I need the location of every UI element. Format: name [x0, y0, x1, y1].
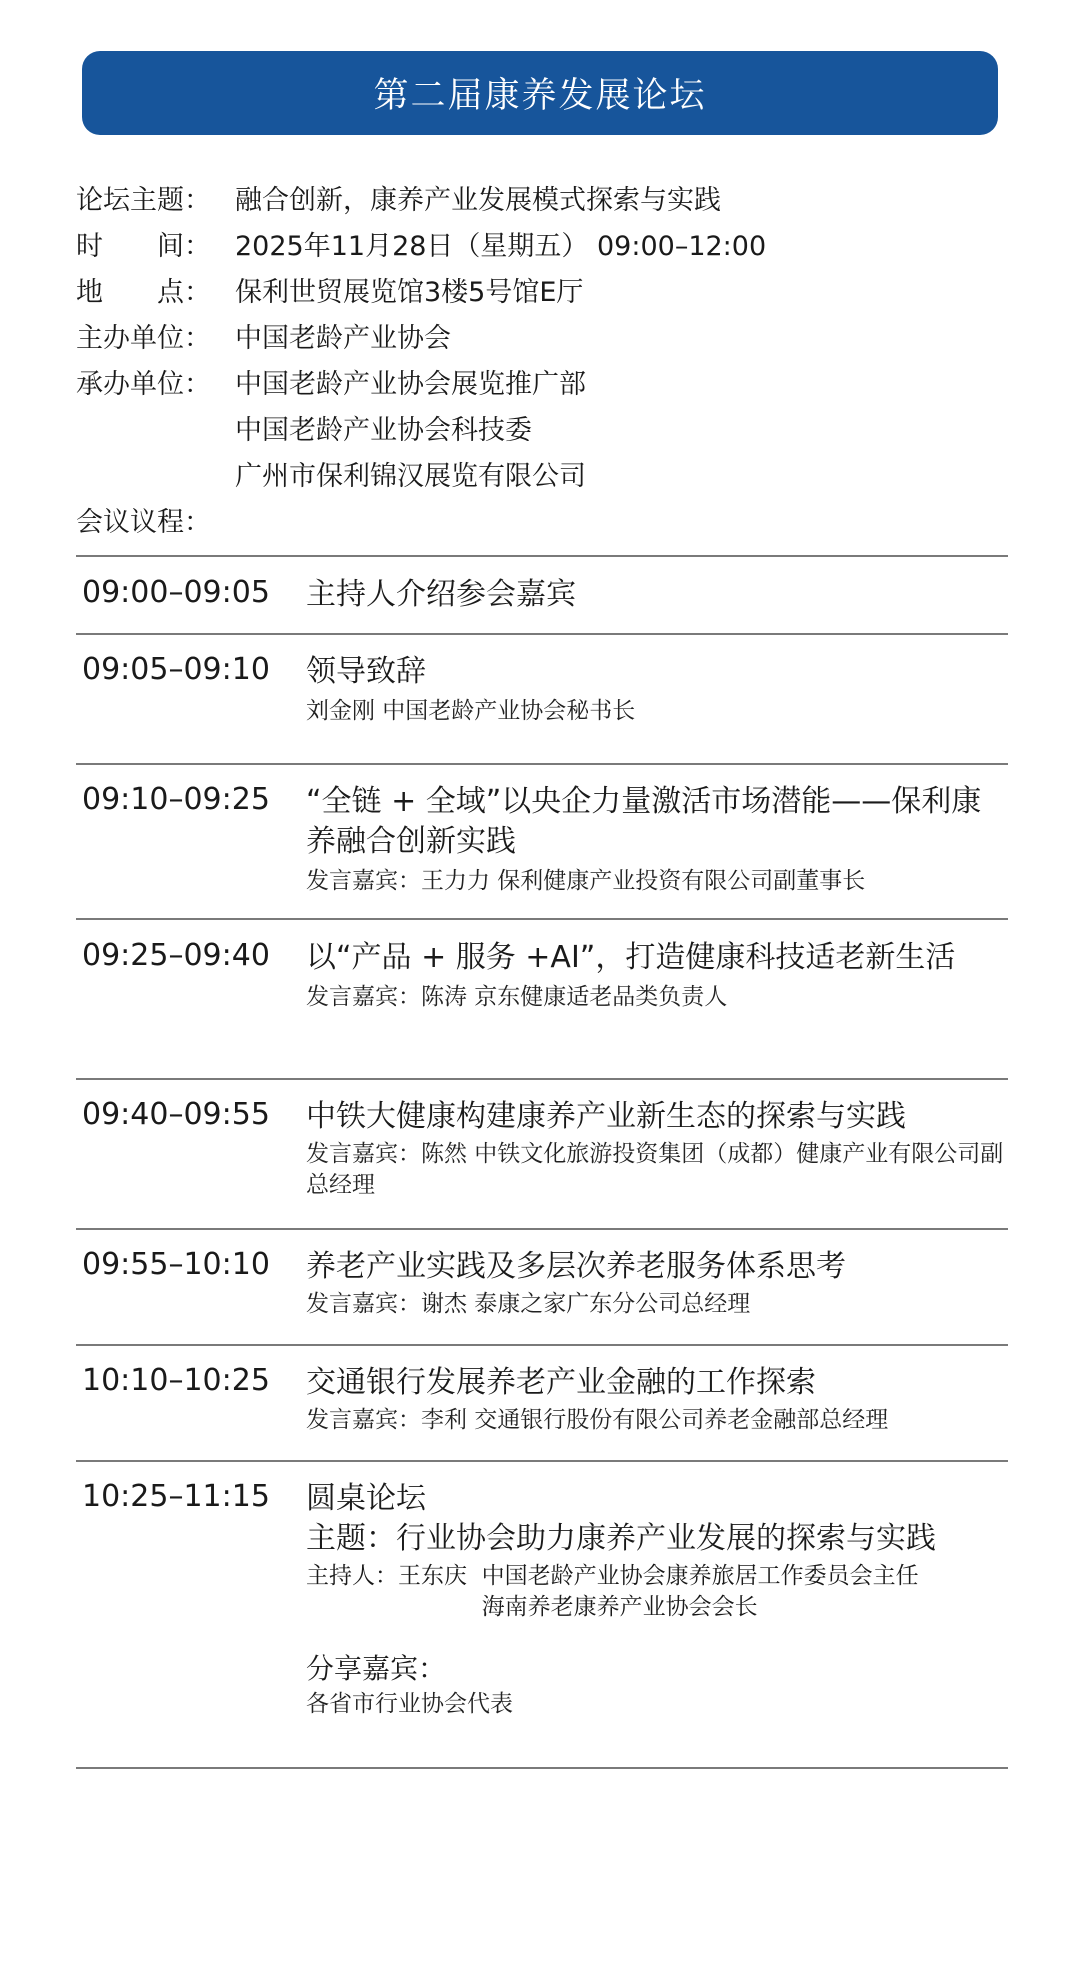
host-title-line: 中国老龄产业协会康养旅居工作委员会主任 — [481, 1563, 919, 1589]
agenda-title: “全链 + 全域”以央企力量激活市场潜能——保利康养融合创新实践 — [306, 784, 982, 859]
agenda-time: 09:10–09:25 — [82, 782, 270, 817]
info-label: 论坛主题： — [76, 185, 211, 216]
agenda-speaker: 发言嘉宾：李利 交通银行股份有限公司养老金融部总经理 — [306, 1407, 889, 1433]
agenda-content — [306, 782, 1008, 918]
agenda-content — [306, 1097, 1008, 1228]
agenda-speaker: 发言嘉宾：陈涛 京东健康适老品类负责人 — [306, 984, 728, 1010]
roundtable-host — [306, 1561, 1006, 1623]
agenda-item — [76, 920, 1008, 1080]
info-value: 中国老龄产业协会展览推广部 — [235, 369, 586, 400]
info-row-time — [76, 224, 1006, 270]
forum-info — [76, 178, 1006, 546]
info-label: 地 点： — [76, 277, 211, 308]
agenda-content — [306, 1363, 1008, 1460]
agenda-content — [306, 1247, 1008, 1344]
info-row-venue — [76, 270, 1006, 316]
info-row-organizer-2 — [76, 408, 1006, 454]
agenda-time: 09:55–10:10 — [82, 1247, 270, 1282]
info-label: 时 间： — [76, 231, 211, 262]
agenda-speaker: 刘金刚 中国老龄产业协会秘书长 — [306, 698, 636, 724]
agenda-time: 10:25–11:15 — [82, 1479, 270, 1514]
agenda-title: 养老产业实践及多层次养老服务体系思考 — [306, 1249, 846, 1284]
agenda-title: 交通银行发展养老产业金融的工作探索 — [306, 1365, 816, 1400]
info-row-theme — [76, 178, 1006, 224]
info-row-organizer-3 — [76, 454, 1006, 500]
info-value: 保利世贸展览馆3楼5号馆E厅 — [235, 277, 584, 308]
agenda-speaker: 发言嘉宾：王力力 保利健康产业投资有限公司副董事长 — [306, 868, 866, 894]
agenda-content — [306, 938, 1008, 1078]
agenda-title: 以“产品 + 服务 +AI”，打造健康科技适老新生活 — [306, 940, 956, 975]
share-guests: 各省市行业协会代表 — [306, 1691, 513, 1717]
forum-title: 第二届康养发展论坛 — [373, 76, 707, 116]
share-guests-heading: 分享嘉宾： — [306, 1652, 447, 1685]
agenda-speaker: 发言嘉宾：陈然 中铁文化旅游投资集团（成都）健康产业有限公司副总经理 — [306, 1141, 1004, 1198]
agenda-item — [76, 765, 1008, 920]
agenda-item — [76, 635, 1008, 765]
info-value: 广州市保利锦汉展览有限公司 — [235, 461, 586, 492]
forum-title-banner — [82, 51, 998, 135]
agenda-item — [76, 1346, 1008, 1462]
agenda-title: 主持人介绍参会嘉宾 — [306, 577, 576, 612]
agenda-list — [76, 555, 1008, 1769]
info-value: 融合创新，康养产业发展模式探索与实践 — [235, 185, 721, 216]
info-row-host — [76, 316, 1006, 362]
roundtable-theme: 主题：行业协会助力康养产业发展的探索与实践 — [306, 1521, 936, 1556]
agenda-item — [76, 557, 1008, 635]
agenda-speaker: 发言嘉宾：谢杰 泰康之家广东分公司总经理 — [306, 1291, 751, 1317]
agenda-time: 09:25–09:40 — [82, 938, 270, 973]
info-label: 会议议程： — [76, 507, 211, 538]
agenda-title: 领导致辞 — [306, 654, 426, 689]
info-row-organizer — [76, 362, 1006, 408]
info-label: 主办单位： — [76, 323, 211, 354]
agenda-title: 圆桌论坛 — [306, 1481, 426, 1516]
host-titles — [482, 1561, 919, 1623]
agenda-content — [306, 575, 1008, 633]
agenda-item — [76, 1080, 1008, 1230]
host-title-line: 海南养老康养产业协会会长 — [481, 1594, 758, 1620]
agenda-content — [306, 652, 1008, 763]
agenda-time: 09:05–09:10 — [82, 652, 270, 687]
info-value: 中国老龄产业协会科技委 — [235, 415, 532, 446]
agenda-item-roundtable — [76, 1462, 1008, 1769]
info-value: 2025年11月28日（星期五） 09:00–12:00 — [235, 231, 767, 262]
host-label: 主持人：王东庆 — [306, 1563, 482, 1589]
agenda-content — [306, 1479, 1008, 1767]
agenda-item — [76, 1230, 1008, 1346]
agenda-time: 10:10–10:25 — [82, 1363, 270, 1398]
agenda-title: 中铁大健康构建康养产业新生态的探索与实践 — [306, 1099, 906, 1134]
agenda-time: 09:40–09:55 — [82, 1097, 270, 1132]
info-row-agenda-label — [76, 500, 1006, 546]
info-value: 中国老龄产业协会 — [235, 323, 451, 354]
agenda-time: 09:00–09:05 — [82, 575, 270, 610]
info-label: 承办单位： — [76, 369, 211, 400]
